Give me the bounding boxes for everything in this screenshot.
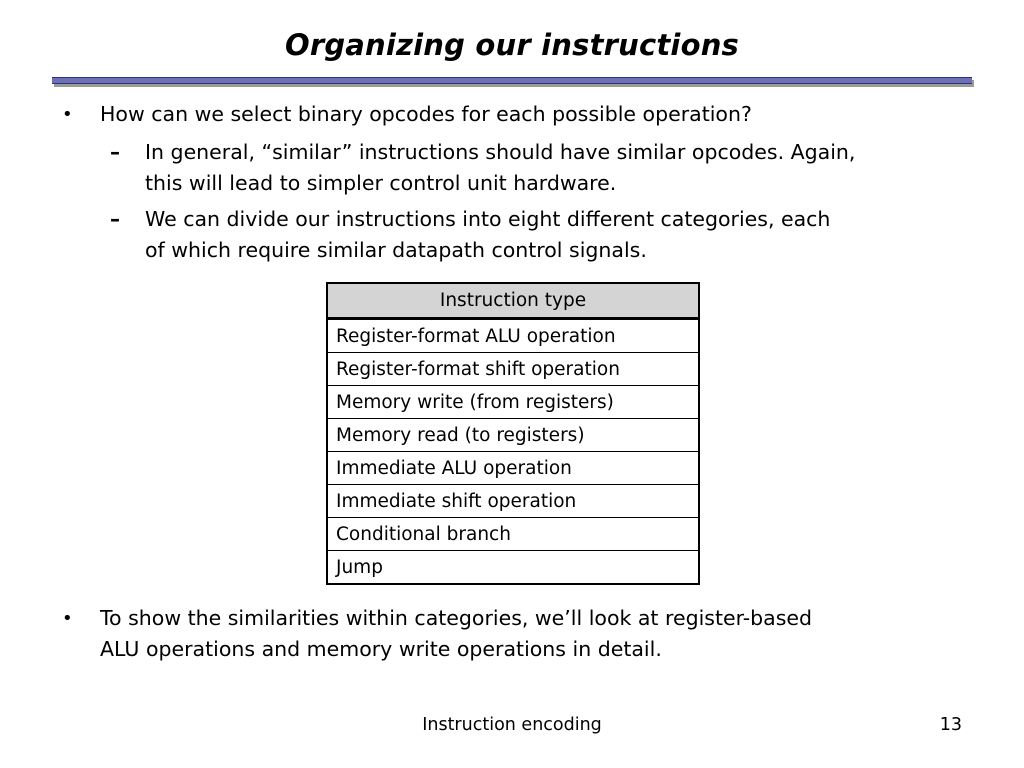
bullet-marker: •: [62, 104, 73, 125]
table-row: [327, 353, 699, 386]
bullet-line: To show the similarities within categories, we’ll look at register-based: [100, 606, 813, 630]
bullet-line: How can we select binary opcodes for each possible operation?: [100, 102, 752, 126]
sub-bullet-line: In general, “similar” instructions should have similar opcodes. Again,: [145, 140, 856, 164]
sub-bullet-line: of which require similar datapath control signals.: [145, 238, 647, 262]
sub-bullet-text: [145, 204, 975, 266]
bullet-text: [100, 99, 980, 130]
table-header-cell: Instruction type: [327, 283, 699, 319]
title-rule: [52, 77, 972, 84]
table-cell: Immediate shift operation: [327, 485, 699, 518]
table-row: [327, 386, 699, 419]
bullet-text: [100, 603, 980, 665]
table-cell: Conditional branch: [327, 518, 699, 551]
instruction-type-table: [326, 282, 700, 585]
table-row: [327, 485, 699, 518]
sub-bullet-text: [145, 137, 975, 199]
sub-bullet-line: this will lead to simpler control unit hardware.: [145, 171, 617, 195]
table-cell: Register-format ALU operation: [327, 319, 699, 353]
bullet-marker: •: [62, 608, 73, 629]
table-cell: Register-format shift operation: [327, 353, 699, 386]
table-row: [327, 419, 699, 452]
table-row: [327, 518, 699, 551]
table-cell: Immediate ALU operation: [327, 452, 699, 485]
dash-marker: –: [110, 140, 120, 164]
table-cell: Jump: [327, 551, 699, 585]
slide-title: Organizing our instructions: [284, 28, 740, 62]
table-header-row: [327, 283, 699, 319]
bullet-line: ALU operations and memory write operations in detail.: [100, 637, 662, 661]
table-row: [327, 452, 699, 485]
table-row: [327, 551, 699, 585]
table-cell: Memory write (from registers): [327, 386, 699, 419]
table-cell: Memory read (to registers): [327, 419, 699, 452]
dash-marker: –: [110, 207, 120, 231]
footer-title: Instruction encoding: [422, 715, 602, 735]
sub-bullet-line: We can divide our instructions into eight different categories, each: [145, 207, 831, 231]
page-number: 13: [939, 715, 962, 735]
table-row: [327, 319, 699, 353]
